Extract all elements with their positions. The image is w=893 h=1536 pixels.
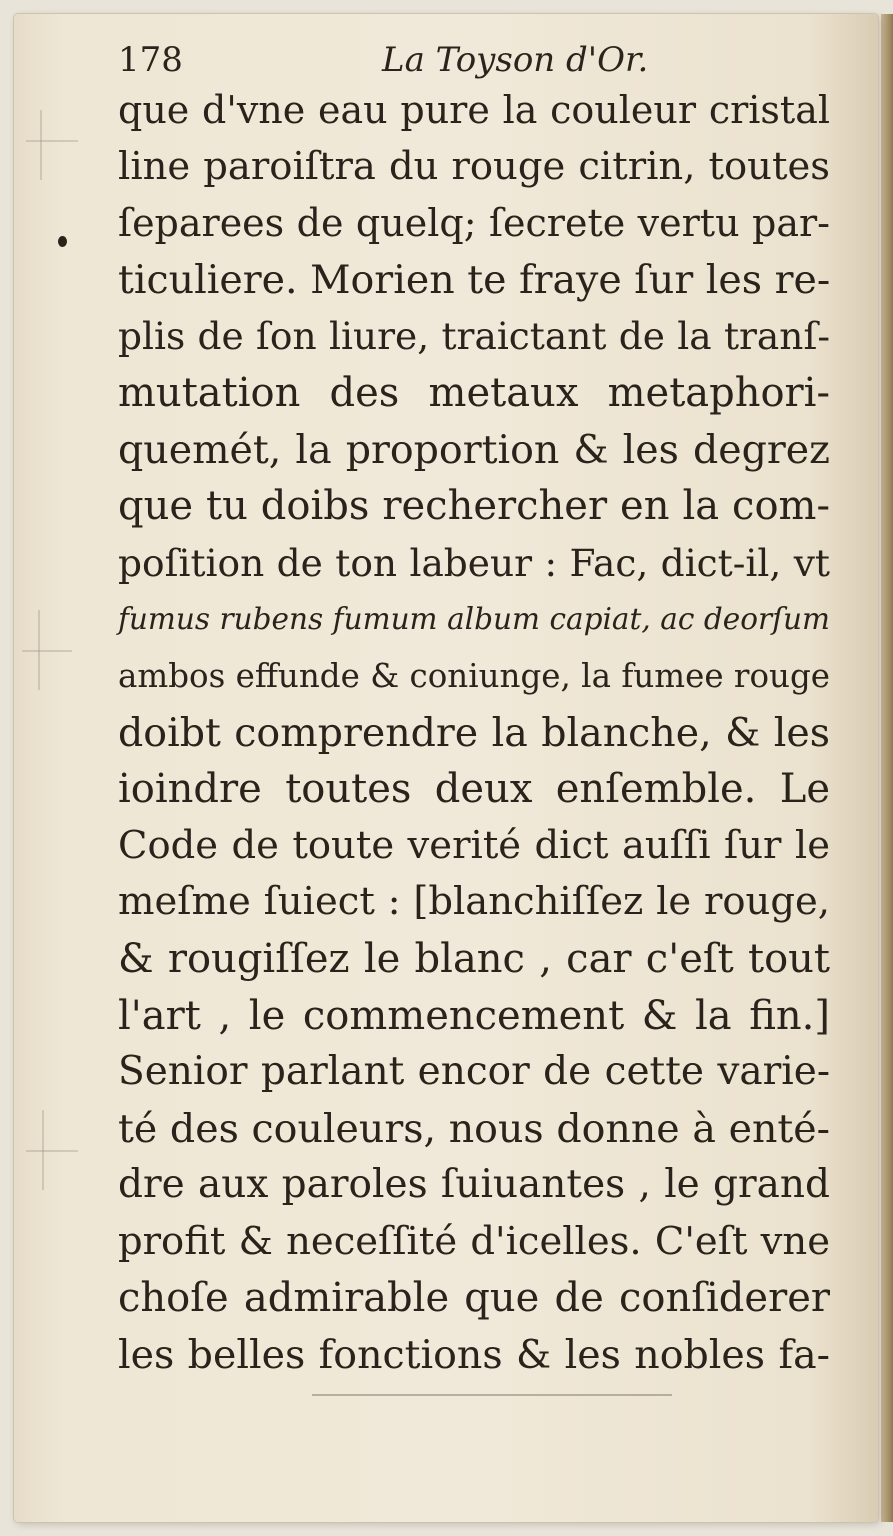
running-head bbox=[118, 40, 838, 88]
text-line: doibt comprendre la blanche, & les bbox=[118, 709, 830, 756]
text-line: ioindre toutes deux enſemble. Le bbox=[118, 766, 830, 813]
text-line: Code de toute verité dict auſſi ſur le bbox=[118, 822, 830, 868]
text-line: line paroiſtra du rouge citrin, toutes bbox=[118, 143, 830, 189]
show-through-mark bbox=[38, 610, 40, 690]
margin-dot bbox=[58, 236, 67, 247]
text-line: choſe admirable que de conſiderer bbox=[118, 1275, 830, 1322]
show-through-mark bbox=[22, 650, 72, 652]
text-line: ambos effunde & coniunge, la fumee rouge bbox=[118, 656, 830, 695]
text-line: té des couleurs, nous donne à enté- bbox=[118, 1105, 830, 1152]
show-through-mark bbox=[26, 140, 78, 142]
text-line: dre aux paroles ſuiuantes , le grand bbox=[118, 1162, 830, 1208]
text-line: que d'vne eau pure la couleur cristal bbox=[118, 88, 830, 132]
text-line: les belles fonctions & les nobles fa- bbox=[118, 1332, 830, 1379]
running-title: La Toyson d'Or. bbox=[382, 40, 649, 80]
text-line: que tu doibs rechercher en la com- bbox=[118, 483, 830, 530]
text-line: mutation des metaux metaphori- bbox=[118, 369, 830, 416]
page-number: 178 bbox=[118, 40, 183, 80]
text-line: plis de ſon liure, traictant de la tranſ- bbox=[118, 314, 830, 359]
show-through-mark bbox=[42, 1110, 44, 1190]
text-line: quemét, la proportion & les degrez bbox=[118, 426, 830, 473]
text-line: profit & neceſſité d'icelles. C'eſt vne bbox=[118, 1218, 830, 1264]
body-text bbox=[118, 82, 830, 1384]
show-through-mark bbox=[40, 110, 42, 180]
bottom-rule bbox=[312, 1394, 672, 1396]
text-line: ticuliere. Morien te fraye ſur les re- bbox=[118, 256, 831, 303]
text-line: meſme ſuiect : [blanchiſſez le rouge, bbox=[118, 879, 830, 925]
book-fore-edge bbox=[881, 14, 893, 1522]
text-line: ſeparees de quelq; ſecrete vertu par- bbox=[118, 201, 830, 246]
text-line: & rougiſſez le blanc , car c'eſt tout bbox=[118, 935, 830, 982]
text-line: l'art , le commencement & la fin.] bbox=[118, 992, 830, 1039]
latin-quote-line: fumus rubens fumum album capiat, ac deorſum bbox=[118, 602, 830, 637]
text-line: Senior parlant encor de cette varie- bbox=[118, 1049, 830, 1095]
text-line: poſition de ton labeur : Fac, dict-il, vt bbox=[118, 540, 830, 585]
show-through-mark bbox=[26, 1150, 78, 1152]
